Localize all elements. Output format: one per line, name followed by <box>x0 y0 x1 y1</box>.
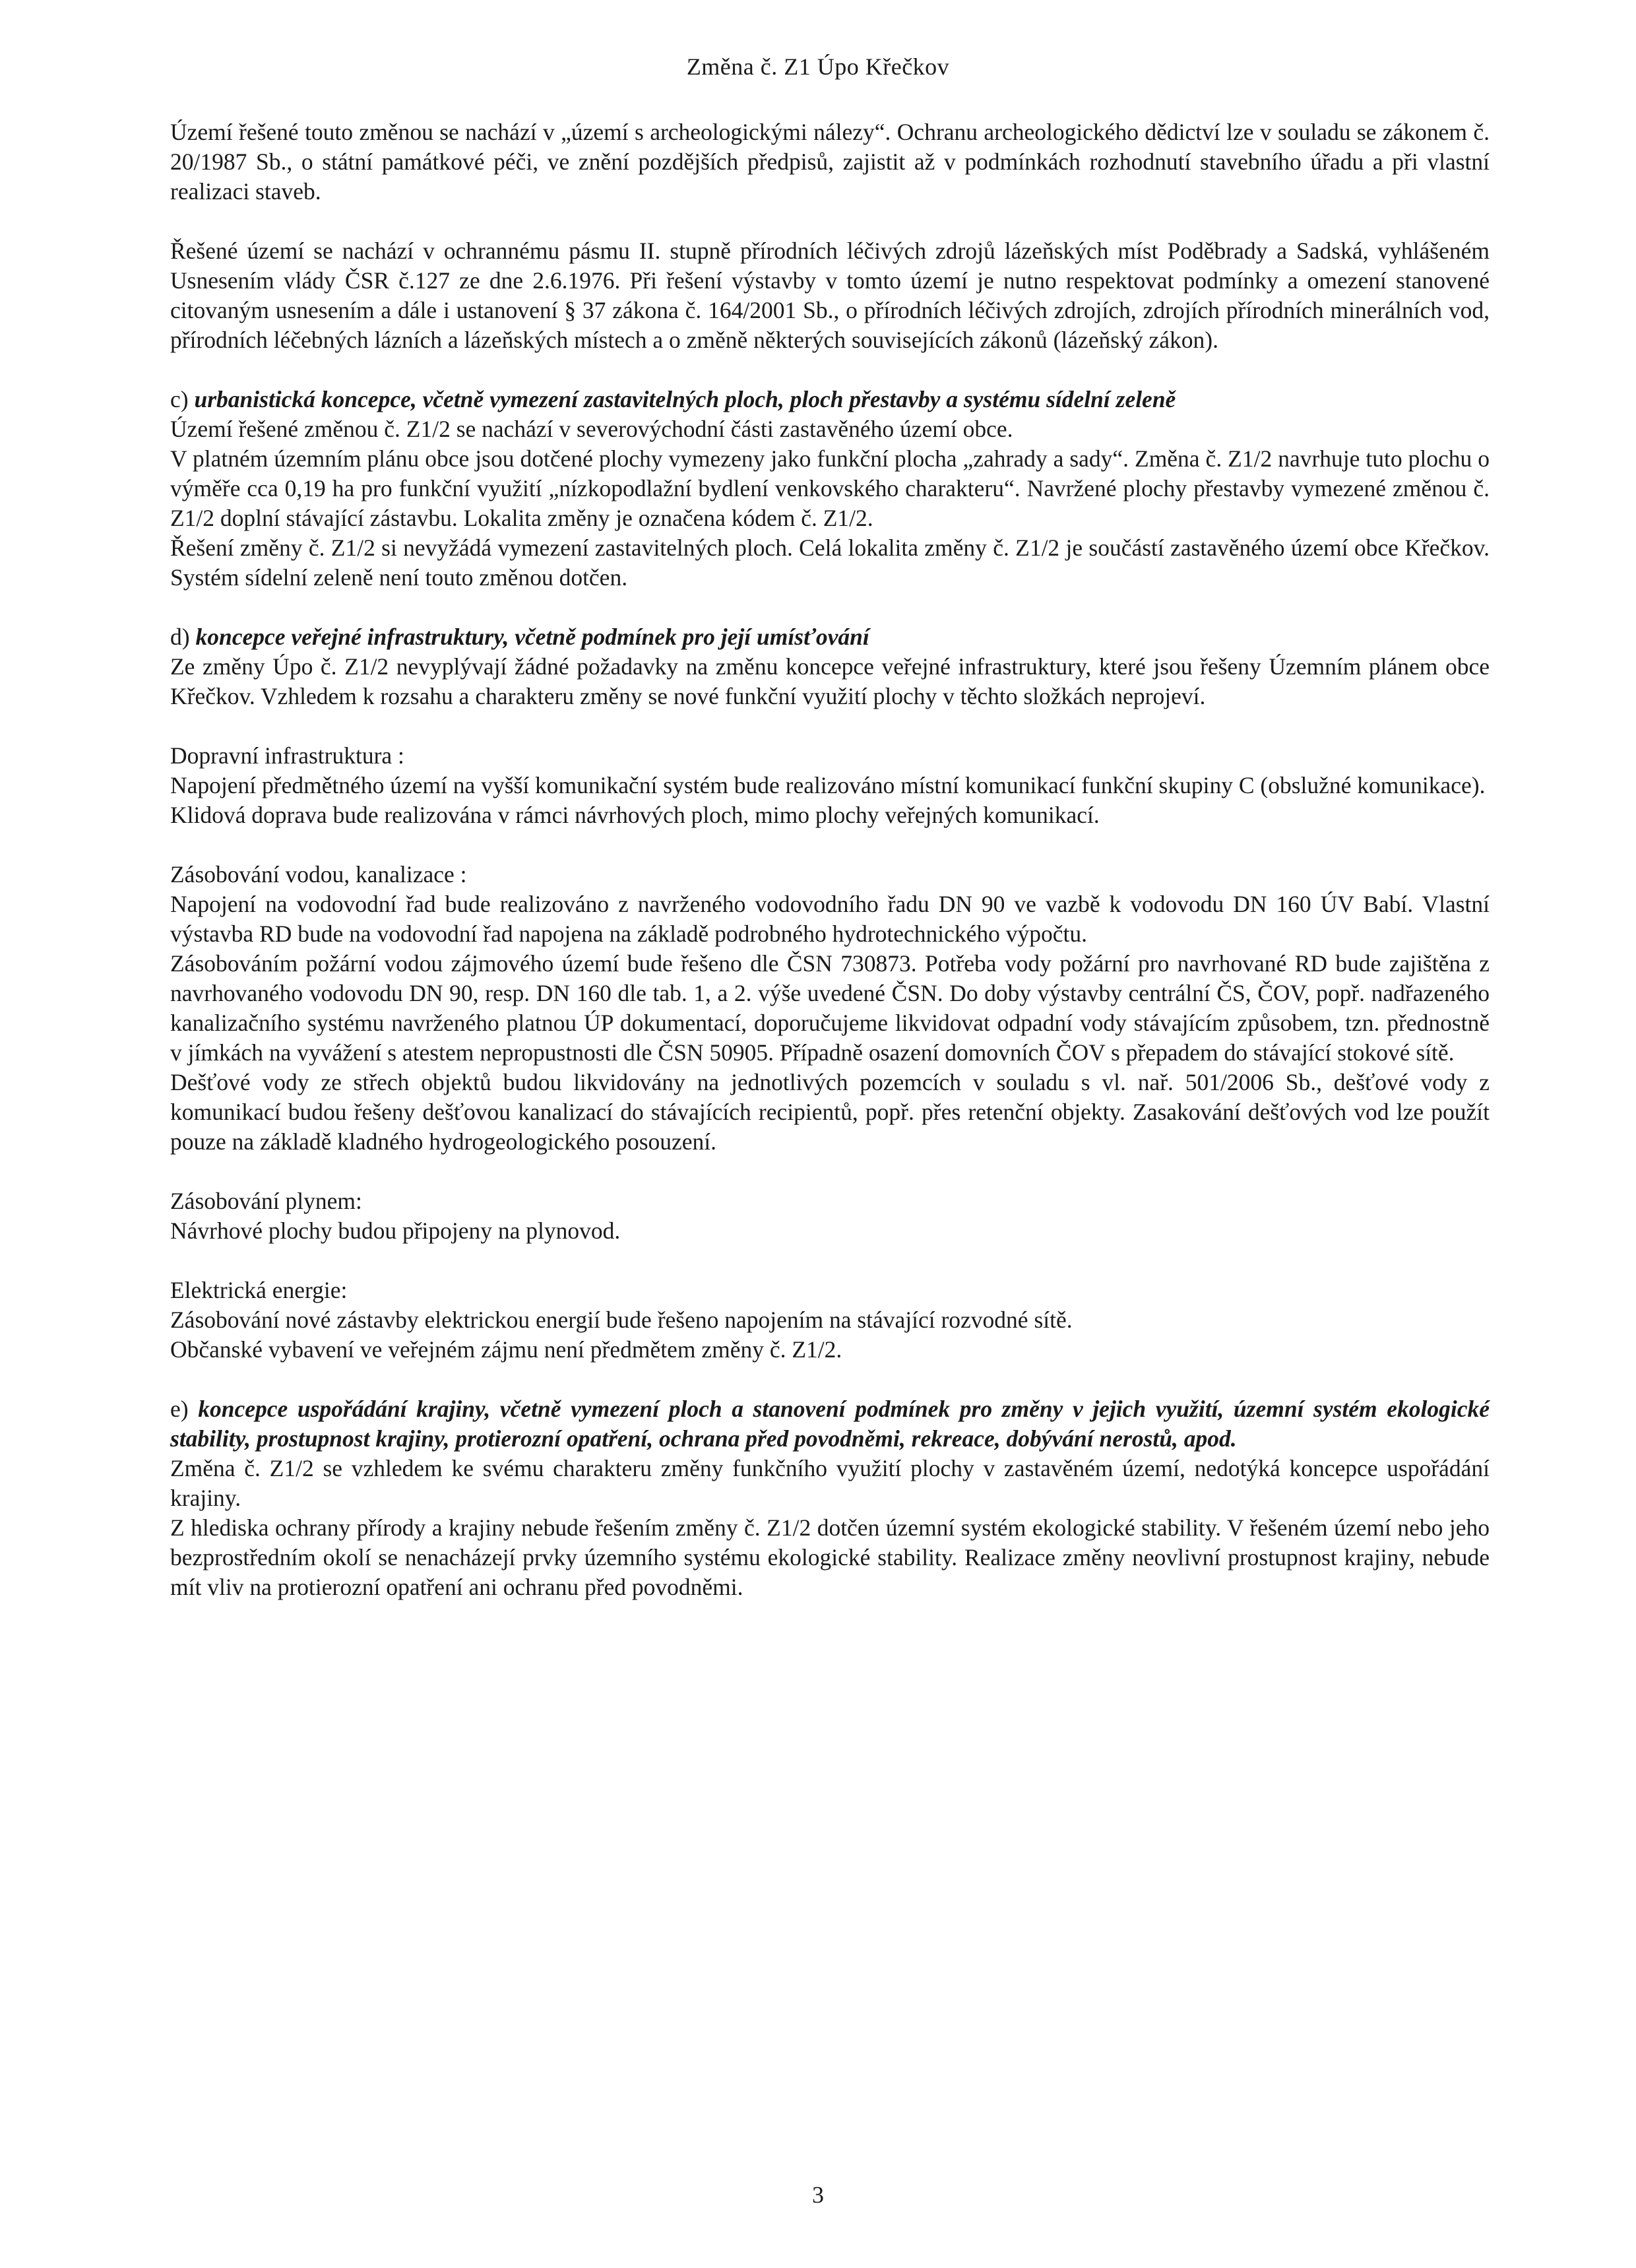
intro-paragraph-protection-zone: Řešené území se nachází v ochrannému pásmu II. stupně přírodních léčivých zdrojů lázeňských míst Poděbrady a Sadská, vyhlášeném Usnesením vlády ČSR č.127 ze dne 2.6.1976. Při řešení výstavby v tomto území je nutno respektovat podmínky a omezení stanovené citovaným usnesením a dále i ustanovení § 37 zákona č. 164/2001 Sb., o přírodních léčivých zdrojích, zdrojích přírodních minerálních vod, přírodních léčebných lázních a lázeňských místech a o změně některých souvisejících zákonů (lázeňský zákon). <box>170 238 1490 353</box>
section-d-title: koncepce veřejné infrastruktury, včetně podmínek pro její umísťování <box>195 624 869 650</box>
section-e-paragraph: Z hlediska ochrany přírody a krajiny nebude řešením změny č. Z1/2 dotčen územní systém ekologické stability. V řešeném území nebo jeho bezprostředním okolí se nenacházejí prvky územního systému ekologické stability. Realizace změny neovlivní prostupnost krajiny, nebude mít vliv na protierozní opatření ani ochranu před povodněmi. <box>170 1514 1490 1600</box>
section-c-heading <box>170 385 1490 414</box>
block-water <box>170 860 1490 1157</box>
intro-paragraph-archeology: Území řešené touto změnou se nachází v „území s archeologickými nálezy“. Ochranu archeologického dědictví lze v souladu se zákonem č. 20/1987 Sb., o státní památkové péči, ve znění pozdějších předpisů, zajistit až v podmínkách rozhodnutí stavebního úřadu a při vlastní realizaci staveb. <box>170 119 1490 205</box>
section-d-heading <box>170 622 1490 652</box>
block-transport <box>170 741 1490 830</box>
section-e <box>170 1394 1490 1602</box>
section-e-paragraph: Změna č. Z1/2 se vzhledem ke svému charakteru změny funkčního využití plochy v zastavěném území, nedotýká koncepce uspořádání krajiny. <box>170 1455 1490 1511</box>
block-transport-heading: Dopravní infrastruktura : <box>170 742 404 769</box>
block-electricity <box>170 1276 1490 1365</box>
page-header: Změna č. Z1 Úpo Křečkov <box>686 53 950 80</box>
page-number: 3 <box>812 2182 824 2208</box>
section-e-heading <box>170 1394 1490 1454</box>
section-e-label: e) <box>170 1396 189 1422</box>
block-water-paragraph: Napojení na vodovodní řad bude realizováno z navrženého vodovodního řadu DN 90 ve vazbě k vodovodu DN 160 ÚV Babí. Vlastní výstavba RD bude na vodovodní řad napojena na základě podrobného hydrotechnického výpočtu. <box>170 891 1490 947</box>
block-water-heading: Zásobování vodou, kanalizace : <box>170 861 467 888</box>
block-transport-paragraph: Napojení předmětného území na vyšší komunikační systém bude realizováno místní komunikací funkční skupiny C (obslužné komunikace). <box>170 772 1486 798</box>
block-gas <box>170 1186 1490 1246</box>
block-gas-paragraph: Návrhové plochy budou připojeny na plynovod. <box>170 1217 621 1244</box>
block-electricity-paragraph: Zásobování nové zástavby elektrickou energií bude řešeno napojením na stávající rozvodné sítě. <box>170 1307 1073 1333</box>
section-c-label: c) <box>170 386 189 412</box>
block-transport-paragraph: Klidová doprava bude realizována v rámci návrhových ploch, mimo plochy veřejných komunikací. <box>170 802 1100 828</box>
block-gas-heading: Zásobování plynem: <box>170 1188 362 1214</box>
block-electricity-paragraph: Občanské vybavení ve veřejném zájmu není předmětem změny č. Z1/2. <box>170 1336 842 1363</box>
section-c <box>170 385 1490 593</box>
section-d-paragraph: Ze změny Úpo č. Z1/2 nevyplývají žádné požadavky na změnu koncepce veřejné infrastruktury, které jsou řešeny Územním plánem obce Křečkov. Vzhledem k rozsahu a charakteru změny se nové funkční využití plochy v těchto složkách neprojeví. <box>170 653 1490 709</box>
section-c-paragraph: Území řešené změnou č. Z1/2 se nachází v severovýchodní části zastavěného území obce. <box>170 416 1013 442</box>
section-d <box>170 622 1490 711</box>
block-electricity-heading: Elektrická energie: <box>170 1277 348 1303</box>
document-body <box>170 117 1490 1632</box>
section-c-paragraph: Řešení změny č. Z1/2 si nevyžádá vymezení zastavitelných ploch. Celá lokalita změny č. Z1/2 je součástí zastavěného území obce Křečkov. Systém sídelní zeleně není touto změnou dotčen. <box>170 535 1490 591</box>
section-c-paragraph: V platném územním plánu obce jsou dotčené plochy vymezeny jako funkční plocha „zahrady a sady“. Změna č. Z1/2 navrhuje tuto plochu o výměře cca 0,19 ha pro funkční využití „nízkopodlažní bydlení venkovského charakteru“. Navržené plochy přestavby vymezené změnou č. Z1/2 doplní stávající zástavbu. Lokalita změny je označena kódem č. Z1/2. <box>170 445 1490 531</box>
block-water-paragraph: Zásobováním požární vodou zájmového území bude řešeno dle ČSN 730873. Potřeba vody požární pro navrhované RD bude zajištěna z navrhovaného vodovodu DN 90, resp. DN 160 dle tab. 1, a 2. výše uvedené ČSN. Do doby výstavby centrální ČS, ČOV, popř. nadřazeného kanalizačního systému navrženého platnou ÚP dokumentací, doporučujeme likvidovat odpadní vody stávajícím způsobem, tzn. přednostně v jímkách na vyvážení s atestem nepropustnosti dle ČSN 50905. Případně osazení domovních ČOV s přepadem do stávající stokové sítě. <box>170 950 1490 1066</box>
block-water-paragraph: Dešťové vody ze střech objektů budou likvidovány na jednotlivých pozemcích v souladu s vl. nař. 501/2006 Sb., dešťové vody z komunikací budou řešeny dešťovou kanalizací do stávajících recipientů, popř. přes retenční objekty. Zasakování dešťových vod lze použít pouze na základě kladného hydrogeologického posouzení. <box>170 1069 1490 1155</box>
section-d-label: d) <box>170 624 190 650</box>
section-c-title: urbanistická koncepce, včetně vymezení zastavitelných ploch, ploch přestavby a systému sídelní zeleně <box>194 386 1176 412</box>
section-e-title: koncepce uspořádání krajiny, včetně vymezení ploch a stanovení podmínek pro změny v jejich využití, územní systém ekologické stability, prostupnost krajiny, protierozní opatření, ochrana před povodněmi, rekreace, dobývání nerostů, apod. <box>170 1396 1490 1452</box>
